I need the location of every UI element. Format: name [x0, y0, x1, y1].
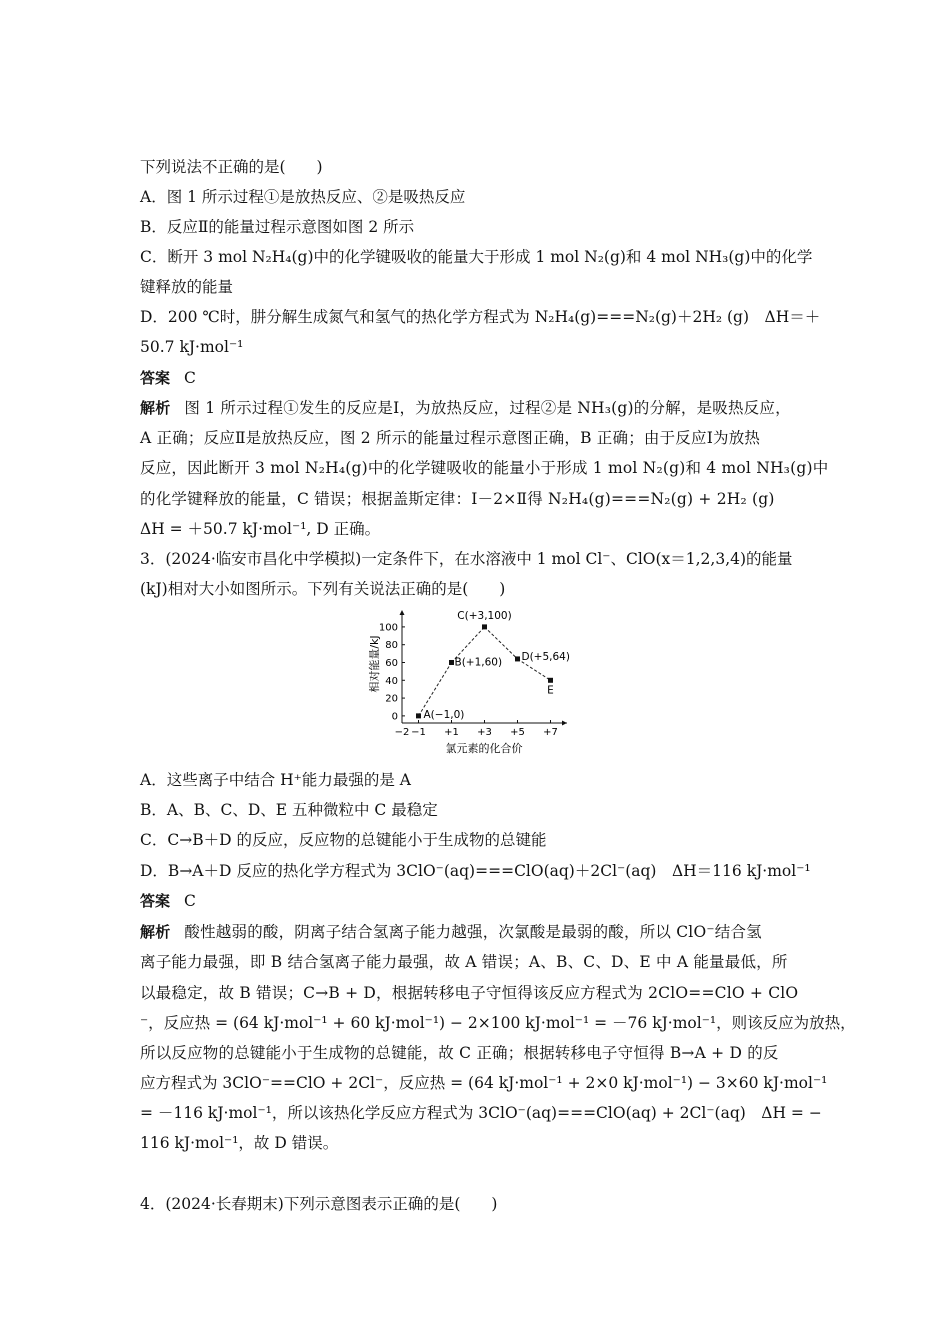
- prev-option-b: B．反应Ⅱ的能量过程示意图如图 2 所示: [140, 218, 415, 236]
- q3-analysis-line8: 116 kJ·mol⁻¹，故 D 错误。: [140, 1134, 339, 1152]
- chart-series: [416, 610, 570, 721]
- y-axis-title: 相对能量/kJ: [368, 635, 381, 693]
- q3-option-a: A．这些离子中结合 H⁺能力最强的是 A: [140, 771, 411, 789]
- prev-analysis-line1: [140, 398, 791, 418]
- data-point-B: [449, 660, 454, 665]
- series-segment: [419, 662, 452, 715]
- y-tick-label: 100: [378, 622, 398, 634]
- prev-option-d-line2: 50.7 kJ·mol⁻¹: [140, 338, 244, 356]
- analysis-label: 解析: [140, 399, 171, 417]
- chart-ticks: [379, 622, 558, 738]
- data-point-C: [482, 624, 487, 629]
- q3-option-b: B．A、B、C、D、E 五种微粒中 C 最稳定: [140, 801, 438, 819]
- q3-analysis-line3: 以最稳定，故 B 错误；C→B + D，根据转移电子守恒得该反应方程式为 2ClO==ClO + ClO: [140, 984, 799, 1002]
- y-tick-label: 20: [385, 693, 398, 705]
- y-tick-label: 40: [385, 675, 398, 687]
- x-axis-title: 氯元素的化合价: [445, 742, 523, 755]
- data-label-B: B(+1,60): [454, 656, 503, 669]
- prev-analysis-line5: ΔH = ＋50.7 kJ·mol⁻¹, D 正确。: [140, 520, 381, 538]
- q3-stem-line2: (kJ)相对大小如图所示。下列有关说法正确的是( ): [140, 580, 506, 598]
- y-axis-arrow: [400, 610, 405, 615]
- x-tick-label: +1: [444, 727, 459, 738]
- data-point-A: [416, 713, 421, 718]
- data-label-A: A(−1,0): [423, 708, 465, 721]
- q3-analysis-line7: = －116 kJ·mol⁻¹，所以该热化学反应方程式为 3ClO⁻(aq)===ClO(aq) + 2Cl⁻(aq) ΔH = −: [140, 1104, 822, 1122]
- prev-answer: [140, 368, 196, 388]
- q3-option-c: C．C→B＋D 的反应，反应物的总键能小于生成物的总键能: [140, 831, 547, 849]
- data-label-E: E: [547, 684, 554, 697]
- x-tick-label: −2: [394, 727, 410, 738]
- prev-question-stem: 下列说法不正确的是( ): [140, 158, 323, 176]
- analysis-text: 酸性越弱的酸，阴离子结合氢离子能力越强，次氯酸是最弱的酸，所以 ClO⁻结合氢: [184, 923, 762, 941]
- q3-stem-line1: 3．(2024·临安市昌化中学模拟)一定条件下，在水溶液中 1 mol Cl⁻、ClO(x＝1,2,3,4)的能量: [140, 550, 793, 568]
- y-tick-label: 60: [385, 657, 398, 669]
- q3-analysis-line1: [140, 922, 762, 942]
- q4-stem: 4．(2024·长春期末)下列示意图表示正确的是( ): [140, 1195, 498, 1213]
- prev-analysis-line3: 反应，因此断开 3 mol N₂H₄(g)中的化学键吸收的能量小于形成 1 mol N₂(g)和 4 mol NH₃(g)中: [140, 459, 829, 477]
- data-point-D: [515, 656, 520, 661]
- prev-option-c-line1: C．断开 3 mol N₂H₄(g)中的化学键吸收的能量大于形成 1 mol N₂(g)和 4 mol NH₃(g)中的化学: [140, 248, 813, 266]
- q3-answer: [140, 891, 196, 911]
- prev-analysis-line2: A 正确；反应Ⅱ是放热反应，图 2 所示的能量过程示意图正确，B 正确；由于反应Ⅰ为放热: [140, 429, 761, 447]
- q3-analysis-line5: 所以反应物的总键能小于生成物的总键能，故 C 正确；根据转移电子守恒得 B→A + D 的反: [140, 1044, 779, 1062]
- answer-label: 答案: [140, 369, 171, 387]
- y-tick-label: 0: [391, 711, 398, 723]
- data-label-C: C(+3,100): [457, 609, 512, 622]
- q3-option-d: D．B→A＋D 反应的热化学方程式为 3ClO⁻(aq)===ClO(aq)＋2Cl⁻(aq) ΔH＝116 kJ·mol⁻¹: [140, 862, 811, 880]
- x-axis-arrow: [562, 721, 567, 726]
- analysis-text: 图 1 所示过程①发生的反应是Ⅰ，为放热反应，过程②是 NH₃(g)的分解，是吸热反应，: [184, 399, 791, 417]
- q3-analysis-line6: 应方程式为 3ClO⁻==ClO + 2Cl⁻，反应热 = (64 kJ·mol⁻¹ + 2×0 kJ·mol⁻¹) − 3×60 kJ·mol⁻¹: [140, 1074, 828, 1092]
- x-tick-label: +7: [543, 727, 558, 738]
- energy-chart: [362, 606, 592, 756]
- q3-analysis-line4: ⁻，反应热 = (64 kJ·mol⁻¹ + 60 kJ·mol⁻¹) − 2×100 kJ·mol⁻¹ = －76 kJ·mol⁻¹，则该反应为放热，: [140, 1014, 856, 1032]
- series-segment: [485, 627, 518, 659]
- answer-value: C: [184, 892, 196, 910]
- prev-analysis-line4: 的化学键释放的能量，C 错误；根据盖斯定律：Ⅰ－2×Ⅱ得 N₂H₄(g)===N₂(g) + 2H₂ (g): [140, 490, 775, 508]
- q3-analysis-line2: 离子能力最强，即 B 结合氢离子能力最强，故 A 错误；A、B、C、D、E 中 A 能量最低，所: [140, 953, 788, 971]
- x-tick-label: +3: [477, 727, 492, 738]
- data-point-E: [548, 678, 553, 683]
- data-label-D: D(+5,64): [521, 650, 570, 663]
- answer-label: 答案: [140, 892, 171, 910]
- answer-value: C: [184, 369, 196, 387]
- analysis-label: 解析: [140, 923, 171, 941]
- prev-option-c-line2: 键释放的能量: [140, 278, 234, 296]
- y-tick-label: 80: [385, 640, 398, 652]
- prev-option-d-line1: D．200 ℃时，肼分解生成氮气和氢气的热化学方程式为 N₂H₄(g)===N₂(g)＋2H₂ (g) ΔH＝＋: [140, 308, 821, 326]
- x-tick-label: −1: [411, 727, 426, 738]
- x-tick-label: +5: [510, 727, 525, 738]
- prev-option-a: A．图 1 所示过程①是放热反应、②是吸热反应: [140, 188, 466, 206]
